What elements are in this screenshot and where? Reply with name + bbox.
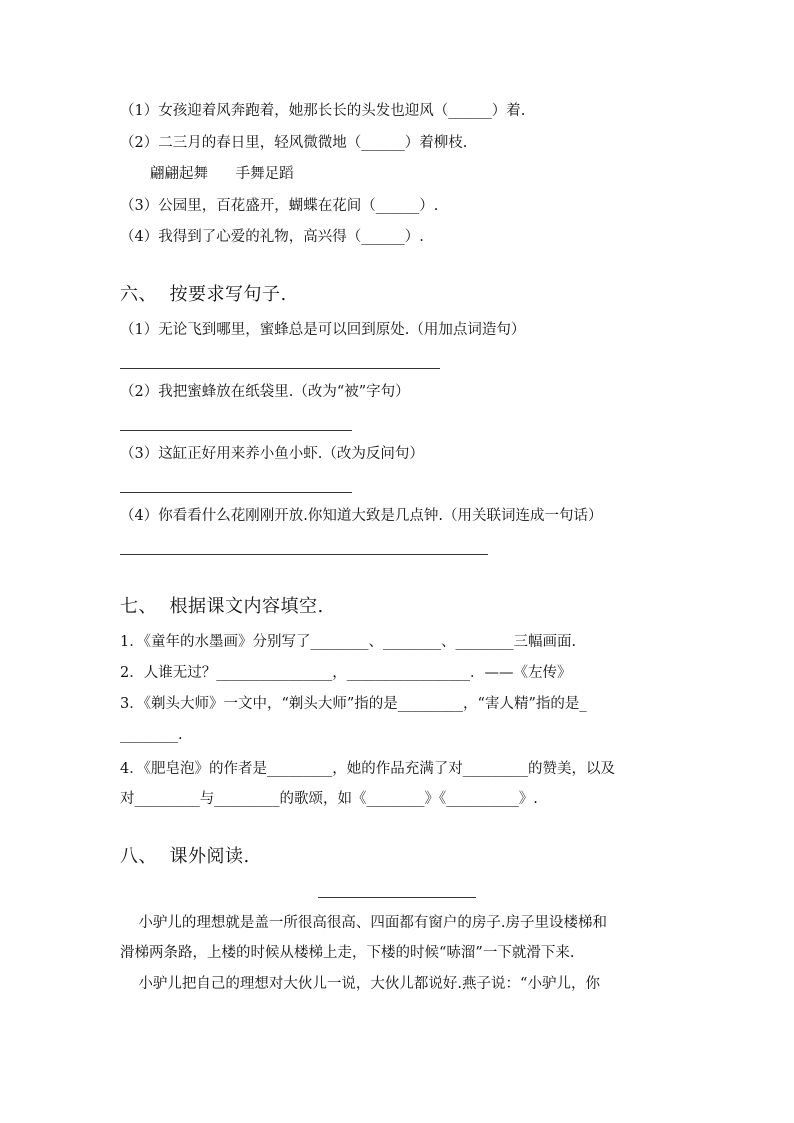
s7-question-2: 2．人谁无过？________________，_________________．——《左传》	[120, 665, 572, 681]
answer-line-2[interactable]	[120, 430, 352, 431]
s5-question-2: （2）二三月的春日里，轻风微微地（______）着柳枝.	[120, 135, 468, 151]
section6-title: 六、 按要求写句子.	[120, 284, 287, 305]
s6-question-3: （3）这缸正好用来养小鱼小虾.（改为反问句）	[120, 446, 424, 462]
s5-question-3: （3）公园里，百花盛开，蝴蝶在花间（______）.	[120, 198, 439, 214]
s6-question-2: （2）我把蜜蜂放在纸袋里.（改为“被”字句）	[120, 384, 410, 400]
passage-line-1: 小驴儿的理想就是盖一所很高很高、四面都有窗户的房子.房子里设楼梯和	[120, 915, 608, 931]
s7-question-4: 4．《肥皂泡》的作者是_________，她的作品充满了对_________的赞美，以及	[120, 761, 615, 777]
s7-question-3-cont: ________.	[120, 727, 183, 743]
s6-question-1: （1）无论飞到哪里，蜜蜂总是可以回到原处.（用加点词造句）	[120, 322, 526, 338]
s7-question-1: 1．《童年的水墨画》分别写了________、________、________三幅画面.	[120, 634, 577, 650]
s6-question-4: （4）你看看什么花刚刚开放.你知道大致是几点钟.（用关联词连成一句话）	[120, 508, 603, 524]
section7-title: 七、 根据课文内容填空.	[120, 596, 324, 617]
section8-title: 八、 课外阅读.	[120, 846, 250, 867]
s5-question-1: （1）女孩迎着风奔跑着，她那长长的头发也迎风（______）着.	[120, 103, 526, 119]
answer-line-1[interactable]	[120, 368, 440, 369]
s7-question-4-cont: 对_________与_________的歌颂，如《________》《__________》.	[120, 791, 538, 807]
passage-title-blank[interactable]	[318, 897, 476, 898]
answer-line-3[interactable]	[120, 492, 352, 493]
s7-question-3: 3．《剃头大师》一文中，“剃头大师”指的是_________，“害人精”指的是_	[120, 696, 587, 712]
passage-line-2: 滑梯两条路，上楼的时候从楼梯上走，下楼的时候“哧溜”一下就滑下来.	[120, 945, 575, 961]
answer-line-4[interactable]	[120, 554, 488, 555]
passage-line-3: 小驴儿把自己的理想对大伙儿一说，大伙儿都说好.燕子说：“小驴儿，你	[120, 976, 600, 992]
s5-options: 翩翩起舞 手舞足蹈	[150, 166, 294, 182]
s5-question-4: （4）我得到了心爱的礼物，高兴得（______）.	[120, 229, 424, 245]
